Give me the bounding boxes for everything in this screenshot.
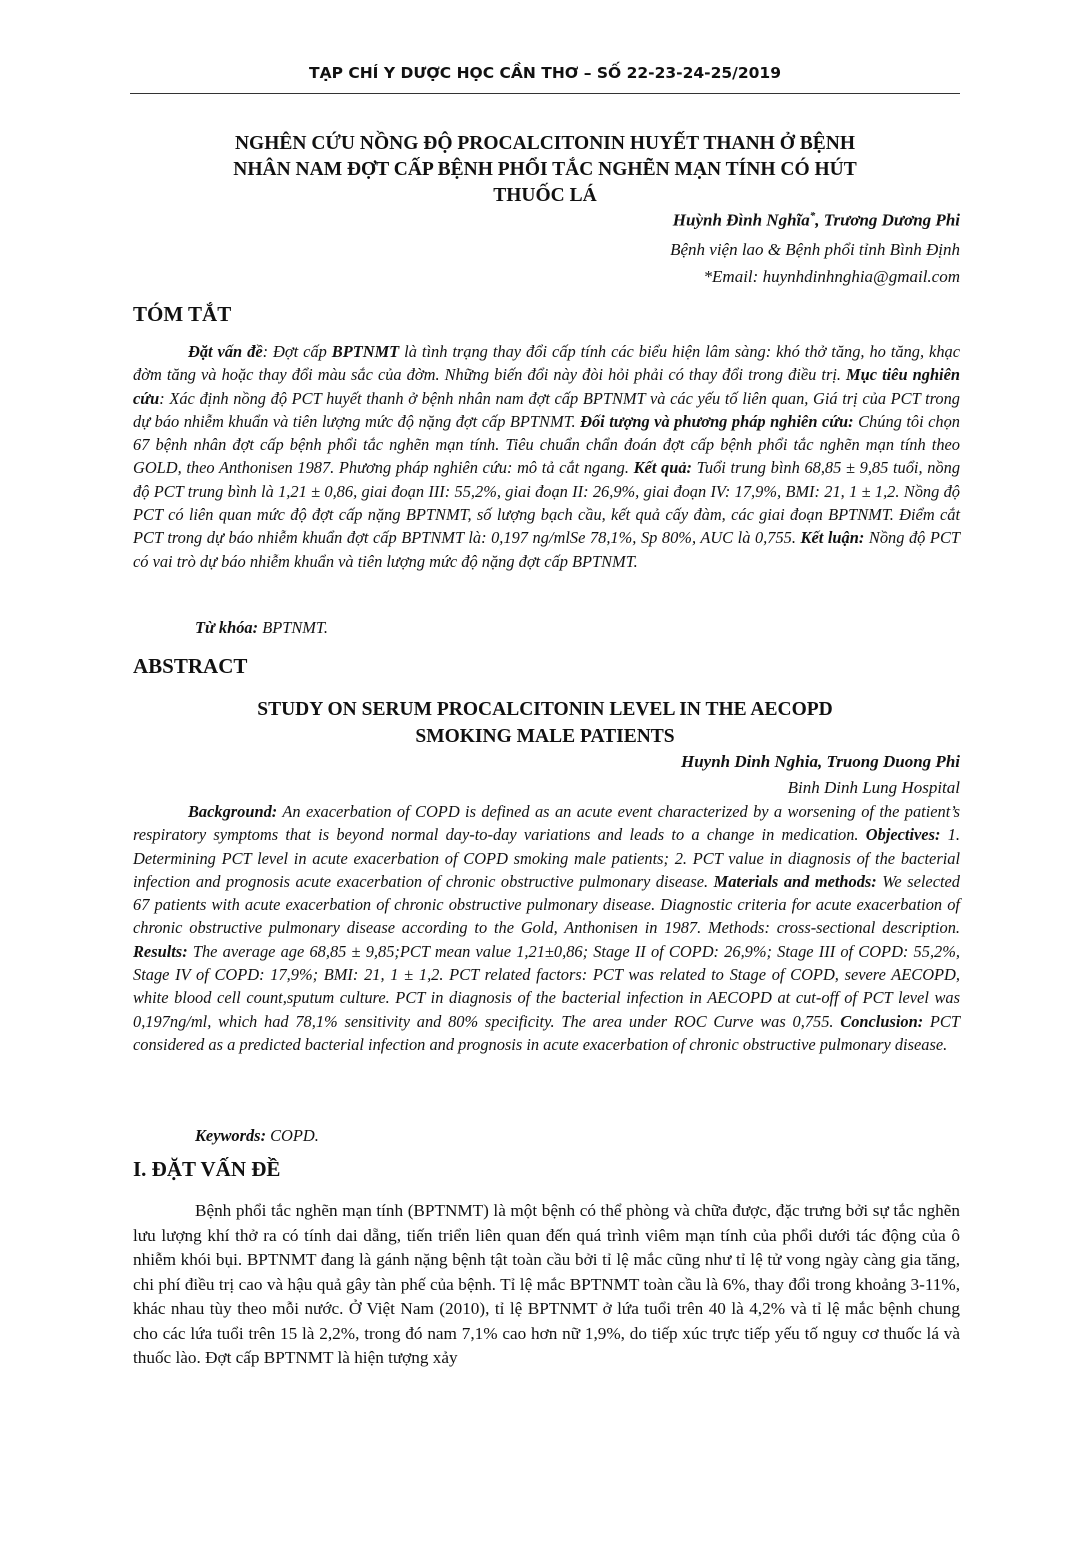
vietnamese-title-line: NHÂN NAM ĐỢT CẤP BỆNH PHỔI TẮC NGHẼN MẠN TÍNH CÓ HÚT <box>233 159 857 180</box>
journal-header: TẠP CHÍ Y DƯỢC HỌC CẦN THƠ – SỐ 22-23-24-25/2019 <box>309 64 781 82</box>
abstract-label: Materials and methods: <box>713 871 877 891</box>
body-text: Bệnh phổi tắc nghẽn mạn tính (BPTNMT) là một bệnh có thể phòng và chữa được, đặc trưng bởi sự tắc nghẽn lưu lượng khí thở ra có tính dai dẵng, tiến triển liên quan đến quá trình viêm mạn tính của phổi dưới tác động của ô nhiễm khói bụi. BPTNMT đang là gánh nặng bệnh tật toàn cầu bởi tỉ lệ mắc cũng như tỉ lệ tử vong ngày càng gia tăng, chi phí điều trị cao và hậu quả gây tàn phế của bệnh. Tỉ lệ mắc BPTNMT toàn cầu là 6%, thay đổi trong khoảng 3-11%, khác nhau tùy theo mỗi nước. Ở Việt Nam (2010), tỉ lệ BPTNMT ở lứa tuổi trên 40 là 4,2% và tỉ lệ mắc bệnh chung cho các lứa tuổi trên 15 là 2,2%, trong đó nam 7,1% cao hơn nữ 1,9%, do tiếp xúc trực tiếp yếu tố nguy cơ thuốc lá và thuốc lào. Đợt cấp BPTNMT là hiện tượng xảy <box>133 1201 960 1367</box>
keywords-label: Từ khóa: <box>195 618 259 637</box>
summary-heading: TÓM TẮT <box>133 302 232 326</box>
abstract-label: Results: <box>133 941 188 961</box>
vietnamese-affiliation: Bệnh viện lao & Bệnh phổi tỉnh Bình Định <box>670 240 960 259</box>
english-title-line: STUDY ON SERUM PROCALCITONIN LEVEL IN THE AECOPD <box>257 699 833 720</box>
vietnamese-summary <box>133 340 960 573</box>
keywords-value: COPD. <box>266 1126 319 1145</box>
abstract-text: An exacerbation of COPD is defined as an acute event characterized by a worsening of the patient’s respiratory symptoms that is beyond normal day-to-day variations and leads to a change in medication. <box>133 802 960 845</box>
summary-text: Nồng độ PCT có vai trò dự báo nhiễm khuẩn và tiên lượng mức độ nặng đợt cấp BPTNMT. <box>133 528 960 571</box>
english-title-line: SMOKING MALE PATIENTS <box>415 726 675 747</box>
abstract-text: PCT considered as a predicted bacterial infection and prognosis in acute exacerbation of chronic obstructive pulmonary disease. <box>133 1011 960 1054</box>
summary-label: Kết luận: <box>800 528 865 548</box>
summary-text: : Xác định nồng độ PCT huyết thanh ở bệnh nhân nam đợt cấp BPTNMT và các yếu tố liên quan, Giá trị của PCT trong dự báo nhiễm khuẩn và tiên lượng mức độ nặng đợt cấp BPTNMT. <box>133 388 960 431</box>
abstract-heading: ABSTRACT <box>133 654 248 678</box>
english-affiliation: Binh Dinh Lung Hospital <box>787 778 960 797</box>
abstract-text: The average age 68,85 ± 9,85;PCT mean value 1,21±0,86; Stage II of COPD: 26,9%; Stage III of COPD: 55,2%, Stage IV of COPD: 17,9%; BMI: 21, 1 ± 1,2. PCT related factors: PCT was related to Stage of COPD, severe AECOPD, white blood cell count,sputum culture. PCT in diagnosis of the bacterial infection in AECOPD at cut-off of PCT level was 0,197ng/ml, which had 78,1% sensitivity and 80% specificity. The area under ROC Curve was 0,755. <box>133 941 960 1031</box>
summary-text: Tuổi trung bình 68,85 ± 9,85 tuổi, nồng độ PCT trung bình là 1,21 ± 0,86, giai đoạn III: 55,2%, giai đoạn II: 26,9%, giai đoạn IV: 17,9%, BMI: 21, 1 ± 1,2. Nồng độ PCT có liên quan mức độ đợt cấp nặng BPTNMT, số lượng bạch cầu, kết quả cấy đàm, các giai đoạn BPTNMT. Điểm cắt PCT trong dự báo nhiễm khuẩn đợt cấp BPTNMT là: 0,197 ng/mlSe 78,1%, Sp 80%, AUC là 0,755. <box>133 458 961 548</box>
keywords-label: Keywords: <box>195 1126 267 1145</box>
body-paragraph <box>133 1199 960 1371</box>
keywords-value: BPTNMT. <box>258 618 328 637</box>
summary-label: Kết quả: <box>633 458 692 478</box>
summary-text: : Đợt cấp <box>262 342 332 361</box>
summary-label: Đối tượng và phương pháp nghiên cứu: <box>580 411 854 431</box>
abstract-label: Conclusion: <box>840 1011 924 1031</box>
author-email: *Email: huynhdinhnghia@gmail.com <box>703 267 960 286</box>
english-abstract <box>133 800 960 1056</box>
english-title <box>130 696 960 750</box>
summary-text: Chúng tôi chọn 67 bệnh nhân đợt cấp bệnh phổi tắc nghẽn mạn tính. Tiêu chuẩn chẩn đoán đợt cấp bệnh phổi tắc nghẽn mạn tính theo GOLD, theo Anthonisen 1987. Phương pháp nghiên cứu: mô tả cắt ngang. <box>133 411 960 478</box>
vietnamese-title-line: THUỐC LÁ <box>493 185 597 206</box>
vietnamese-title-line: NGHÊN CỨU NỒNG ĐỘ PROCALCITONIN HUYẾT THANH Ở BỆNH <box>234 133 856 154</box>
english-authors: Huynh Dinh Nghia, Truong Duong Phi <box>680 752 960 771</box>
abstract-text: 1. Determining PCT level in acute exacerbation of COPD smoking male patients; 2. PCT value in diagnosis of the bacterial infection and prognosis acute exacerbation of chronic obstructive pulmonary disease. <box>133 825 960 891</box>
summary-label: Mục tiêu nghiên cứu <box>133 365 960 408</box>
header-rule <box>130 93 960 94</box>
abstract-label: Objectives: <box>865 825 941 845</box>
vietnamese-authors <box>673 210 960 231</box>
author-2: , Trương Dương Phi <box>815 210 960 230</box>
abstract-text: We selected 67 patients with acute exacerbation of chronic obstructive pulmonary disease. Diagnostic criteria for acute exacerbation of chronic obstructive pulmonary disease according to the Gold, Anthonisen in 1987. Methods: cross-sectional description. <box>133 871 961 938</box>
abstract-label: Background: <box>188 802 278 821</box>
section-heading: I. ĐẶT VẤN ĐỀ <box>133 1157 281 1181</box>
vietnamese-keywords <box>195 618 328 638</box>
summary-label: BPTNMT <box>331 342 400 361</box>
author-mark: * <box>809 210 816 222</box>
summary-label: Đặt vấn đề <box>188 342 263 361</box>
vietnamese-title <box>130 131 960 209</box>
summary-text: là tình trạng thay đổi cấp tính các biểu hiện lâm sàng: khó thở tăng, ho tăng, khạc đờm tăng và hoặc thay đổi màu sắc của đờm. Những biến đổi này đòi hỏi phải có thay đổi trong điều trị. <box>133 342 960 385</box>
author-1: Huỳnh Đình Nghĩa <box>672 210 810 230</box>
english-keywords <box>195 1126 319 1146</box>
